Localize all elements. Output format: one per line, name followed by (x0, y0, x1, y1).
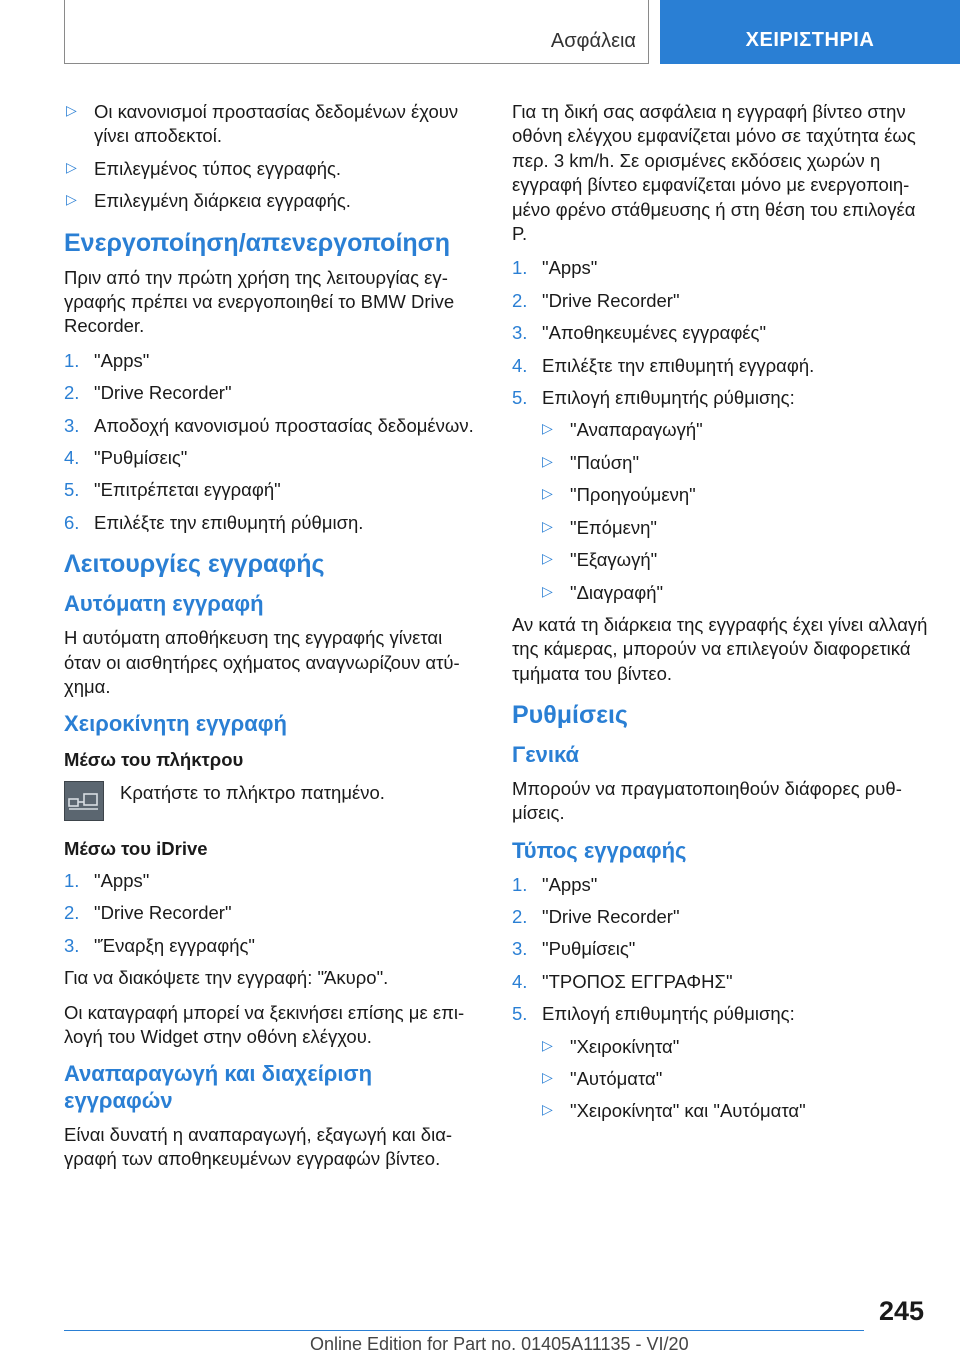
list-item: 2. "Drive Recorder" (64, 382, 232, 404)
cancel-text: Για να διακόψετε την εγγραφή: "Άκυρο". (64, 967, 389, 989)
playback-text: Είναι δυνατή η αναπαραγωγή, εξαγωγή και διαγραφή των αποθηκευμένων εγγραφών βίντεο. (64, 1124, 453, 1170)
auto-recording-text: Η αυτόματη αποθήκευση της εγγραφής γίνεται όταν οι αισθητήρες οχήματος αναγνωρίζουν ατύχημα. (64, 627, 460, 697)
list-item: 1. "Apps" (64, 869, 150, 891)
list-item: 1. "Apps" (64, 349, 150, 371)
activation-heading: Ενεργοποίηση/απενεργοποίηση (64, 228, 451, 257)
left-column (64, 100, 479, 1182)
list-item: ▷ Οι κανονισμοί προστασίας δεδομένων έχουν γίνει αποδεκτοί. (64, 100, 479, 149)
via-idrive-heading: Μέσω του iDrive (64, 837, 208, 859)
camera-text: Αν κατά τη διάρκεια της εγγραφής έχει γίνει αλλαγή της κάμερας, μπορούν να επιλεγούν διαφορετικά τμήματα του βίντεο. (512, 613, 928, 684)
button-instruction-text: Κρατήστε το πλήκτρο πατημένο. (120, 781, 385, 803)
list-item: ▷ "Χειροκίνητα" (512, 1035, 932, 1059)
playback-heading: Αναπαραγωγή και διαχείριση εγγραφών (64, 1061, 373, 1114)
recording-type-steps (512, 873, 932, 1027)
list-item: ▷ "Διαγραφή" (512, 581, 932, 605)
functions-heading: Λειτουργίες εγγραφής (64, 550, 325, 579)
list-item: 2. "Drive Recorder" (512, 906, 680, 927)
general-text: Μπορούν να πραγματοποιηθούν διάφορες ρυθμίσεις. (512, 777, 902, 824)
header-chapter-tab[interactable]: ΧΕΙΡΙΣΤΗΡΙΑ (660, 0, 960, 64)
idrive-steps (64, 869, 479, 958)
via-button-heading: Μέσω του πλήκτρου (64, 749, 244, 771)
requirements-list (64, 100, 479, 214)
list-item: 4. Επιλέξτε την επιθυμητή εγγραφή. (512, 354, 815, 376)
footer-edition: Online Edition for Part no. 01405A11135 - VI/20 (310, 1334, 689, 1354)
recording-type-options (512, 1035, 932, 1124)
list-item: ▷ "Εξαγωγή" (512, 548, 932, 572)
safety-text: Για τη δική σας ασφάλεια η εγγραφή βίντεο στην οθόνη ελέγχου εμφανίζεται μόνο σε ταχύτητα έως περ. 3 km/h. Σε ορισμένες εκδόσεις χωρών η εγγραφή βίντεο εμφανίζεται μόνο με ενεργοποιημένο φρένο στάθμευσης ή στη θέση του επιλογέα P. (512, 101, 916, 245)
activation-steps (64, 349, 479, 535)
list-item: 6. Επιλέξτε την επιθυμητή ρύθμιση. (64, 511, 364, 533)
list-item: 3. "Αποθηκευμένες εγγραφές" (512, 322, 767, 344)
right-column (512, 100, 932, 1132)
manual-recording-heading: Χειροκίνητη εγγραφή (64, 711, 287, 737)
list-item: 2. "Drive Recorder" (64, 902, 232, 924)
list-item: ▷ "Προηγούμενη" (512, 483, 932, 507)
list-item: 1. "Apps" (512, 257, 598, 279)
page-number: 245 (878, 1296, 924, 1326)
list-item: 3. "Ρυθμίσεις" (512, 938, 636, 960)
button-instruction (64, 781, 479, 821)
header-section-title: Ασφάλεια (550, 30, 636, 52)
footer-divider (64, 1330, 864, 1331)
list-item: 4. "Ρυθμίσεις" (64, 447, 188, 469)
list-item: ▷ "Χειροκίνητα" και "Αυτόματα" (512, 1099, 932, 1123)
auto-recording-heading: Αυτόματη εγγραφή (64, 591, 264, 617)
list-item: ▷ "Αναπαραγωγή" (512, 418, 932, 442)
playback-options (512, 418, 932, 604)
list-item: 1. "Apps" (512, 873, 598, 895)
list-item: ▷ "Επόμενη" (512, 516, 932, 540)
widget-text: Οι καταγραφή μπορεί να ξεκινήσει επίσης με επιλογή του Widget στην οθόνη ελέγχου. (64, 1001, 465, 1047)
general-heading: Γενικά (512, 742, 580, 768)
list-item: ▷ "Παύση" (512, 451, 932, 475)
list-item: 5. Επιλογή επιθυμητής ρύθμισης: (512, 1003, 795, 1025)
header-frame (64, 0, 649, 64)
list-item: 3. "Έναρξη εγγραφής" (64, 934, 255, 956)
activation-intro: Πριν από την πρώτη χρήση της λειτουργίας εγγραφής πρέπει να ενεργοποιηθεί το BMW Drive Recorder. (64, 266, 455, 337)
settings-heading: Ρυθμίσεις (512, 701, 628, 730)
list-item: ▷ Επιλεγμένη διάρκεια εγγραφής. (64, 189, 479, 213)
list-item: 5. "Επιτρέπεται εγγραφή" (64, 479, 281, 501)
list-item: ▷ "Αυτόματα" (512, 1067, 932, 1091)
list-item: 2. "Drive Recorder" (512, 289, 680, 311)
list-item: 4. "ΤΡΟΠΟΣ ΕΓΓΡΑΦΗΣ" (512, 970, 733, 992)
list-item: 3. Αποδοχή κανονισμού προστασίας δεδομένων. (64, 414, 474, 436)
recording-type-heading: Τύπος εγγραφής (512, 837, 687, 863)
list-item: 5. Επιλογή επιθυμητής ρύθμισης: (512, 387, 795, 409)
list-item: ▷ Επιλεγμένος τύπος εγγραφής. (64, 157, 479, 181)
record-button-icon (64, 781, 104, 821)
playback-steps (512, 256, 932, 410)
